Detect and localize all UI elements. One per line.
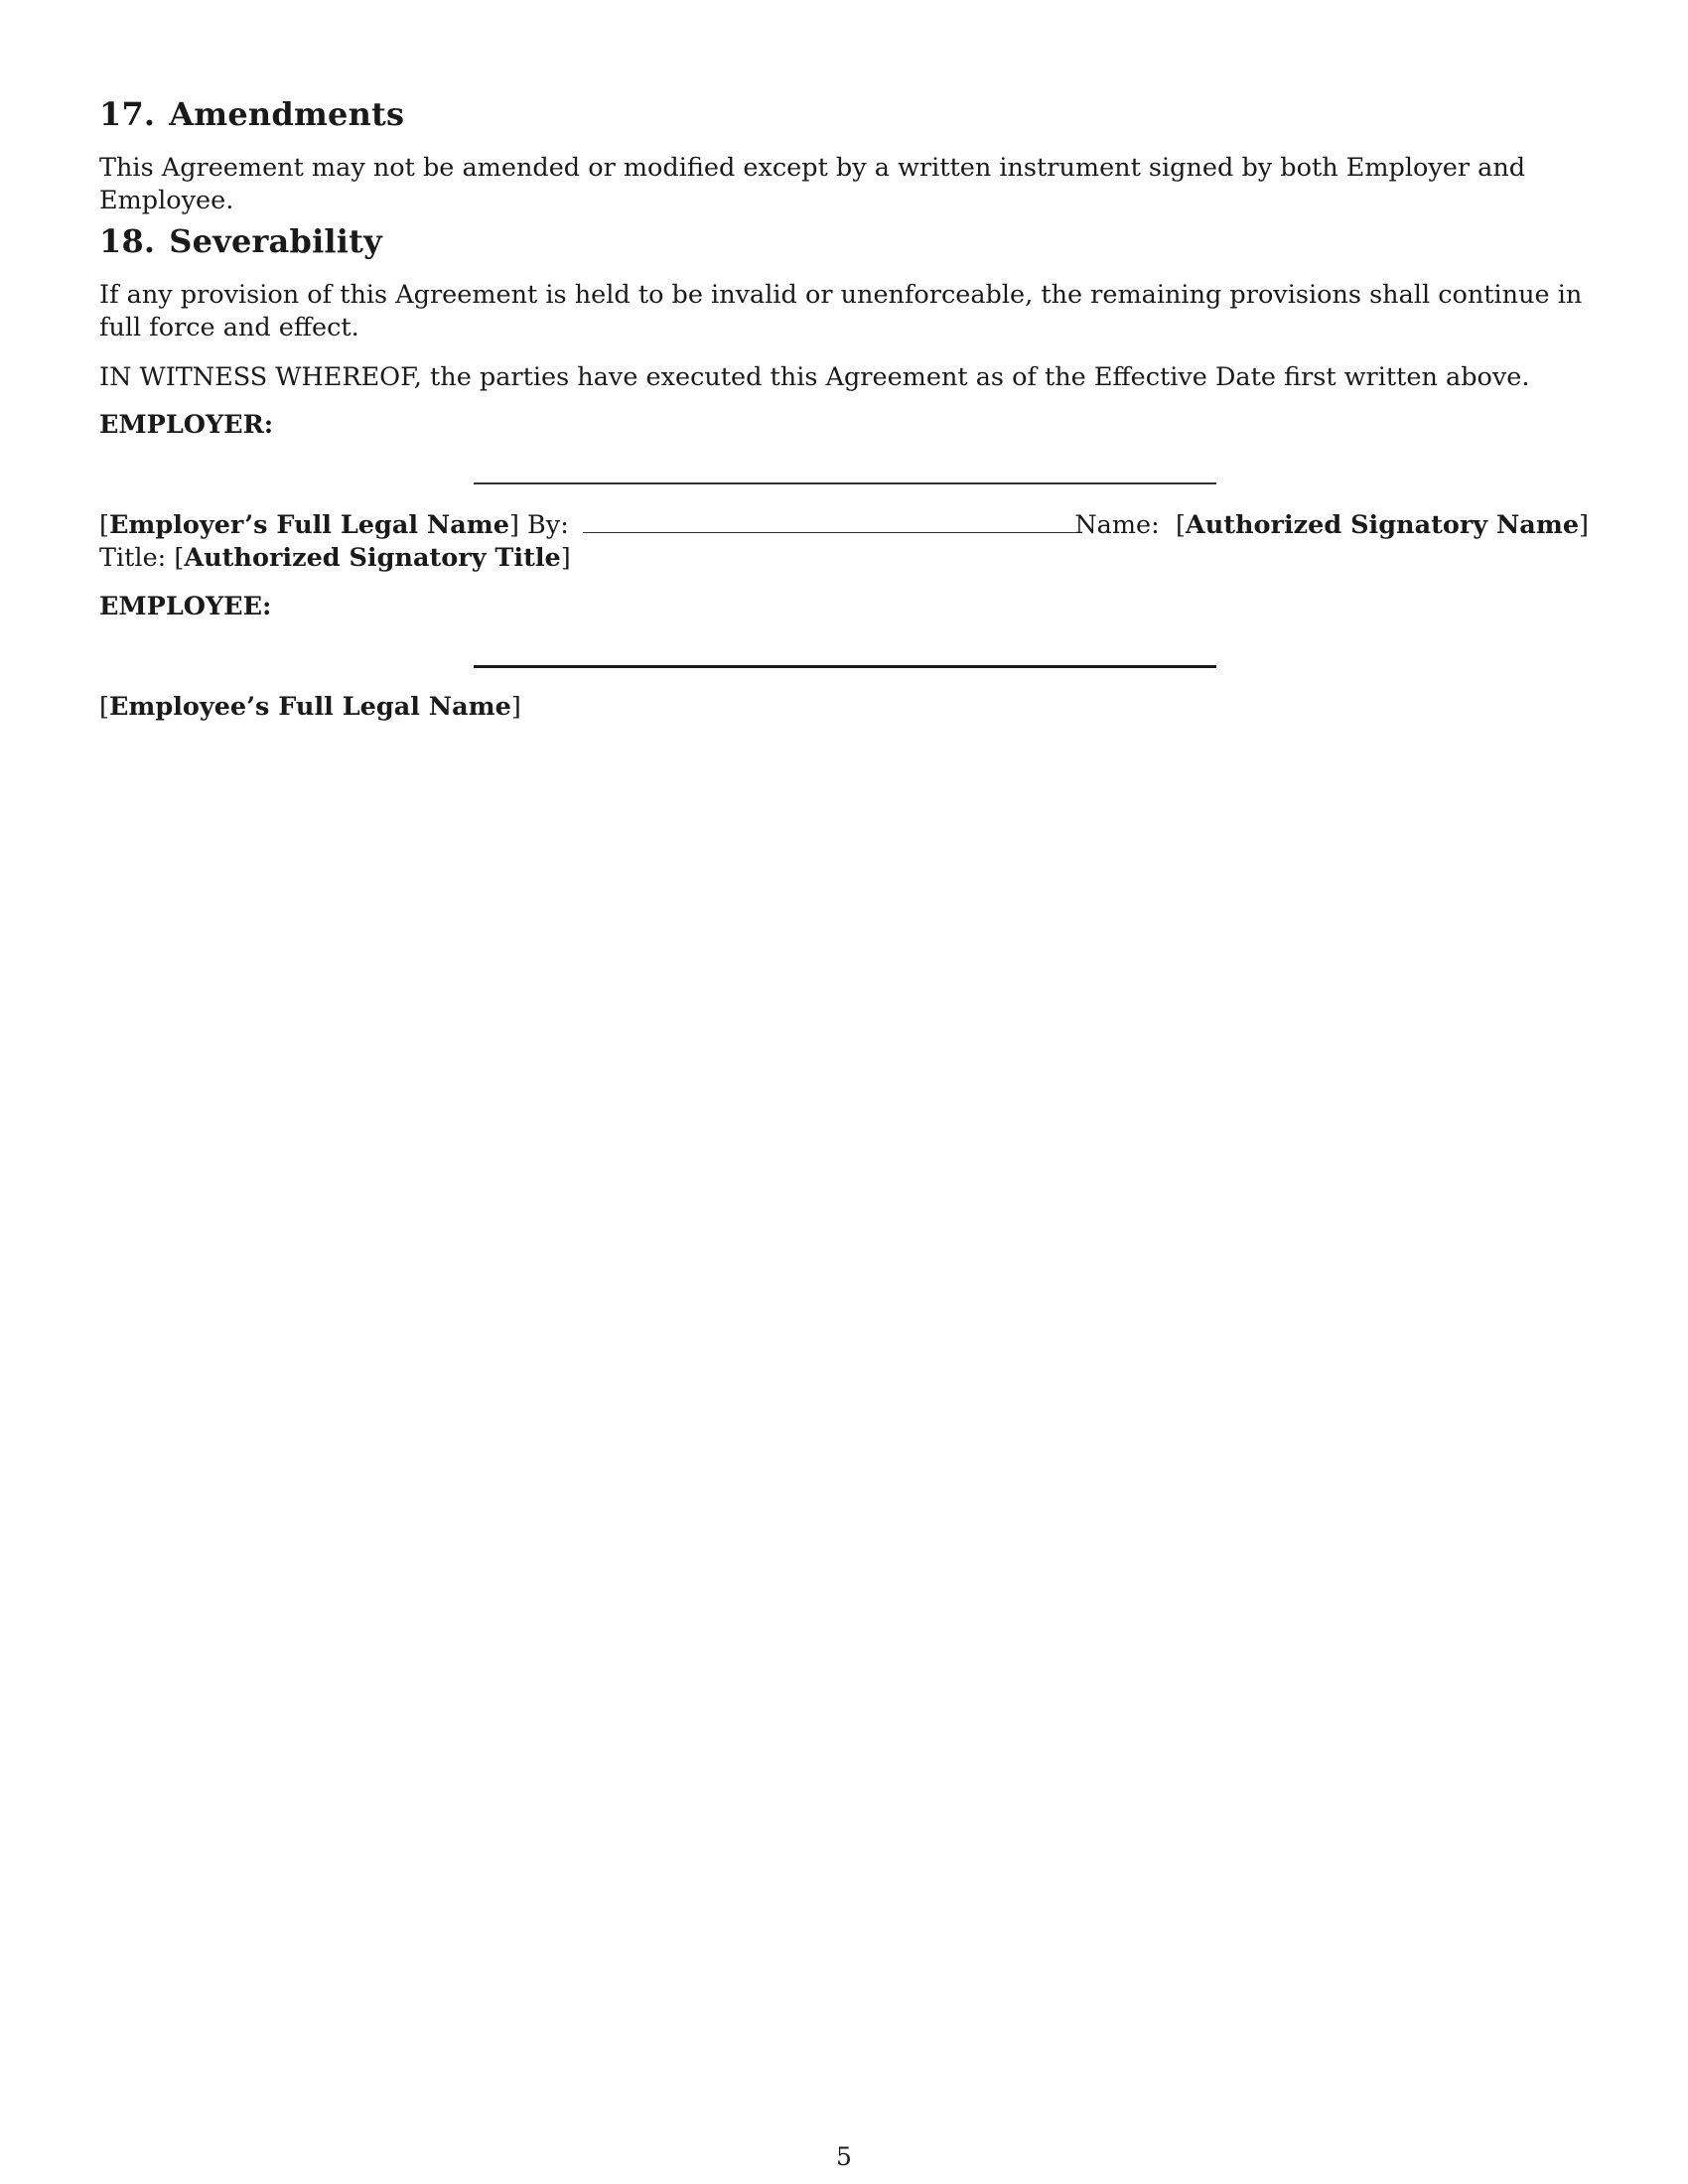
page-number: 5 [836, 2142, 852, 2171]
by-signature-blank[interactable] [583, 531, 1077, 533]
employer-legal-name: Employer’s Full Legal Name [108, 510, 509, 540]
section-18-title: Severability [169, 222, 382, 260]
section-17-body: This Agreement may not be amended or modified except by a written instrument signed by both Employer and Employee. [99, 153, 1526, 215]
section-18-number: 18. [99, 222, 156, 260]
signatory-name-field: Name: [Authorized Signatory Name] [1074, 510, 1589, 540]
employer-title-block: Title: [Authorized Signatory Title] [99, 543, 571, 573]
employer-signatory-block [99, 508, 1589, 542]
employee-legal-name: Employee’s Full Legal Name [108, 692, 511, 722]
employer-legal-name-field: [Employer’s Full Legal Name] [99, 510, 519, 540]
employee-name-block: [Employee’s Full Legal Name] [99, 692, 521, 722]
section-18-heading [99, 222, 382, 260]
by-label: By: [527, 510, 569, 540]
employer-label: EMPLOYER: [99, 410, 274, 440]
employee-signature-line[interactable] [474, 665, 1216, 668]
section-17-heading [99, 95, 404, 133]
witness-clause: IN WITNESS WHEREOF, the parties have executed this Agreement as of the Effective Date first written above. [99, 362, 1530, 392]
name-label: Name: [1074, 510, 1160, 540]
employee-label: EMPLOYEE: [99, 592, 272, 621]
section-17-number: 17. [99, 95, 156, 133]
signatory-title: Authorized Signatory Title [184, 543, 561, 573]
section-17-title: Amendments [169, 95, 405, 133]
title-label: Title: [99, 543, 167, 573]
employer-signature-line[interactable] [474, 482, 1216, 484]
section-18-body: If any provision of this Agreement is held to be invalid or unenforceable, the remaining provisions shall continue in full force and effect. [99, 280, 1583, 342]
signatory-name: Authorized Signatory Name [1185, 510, 1580, 540]
